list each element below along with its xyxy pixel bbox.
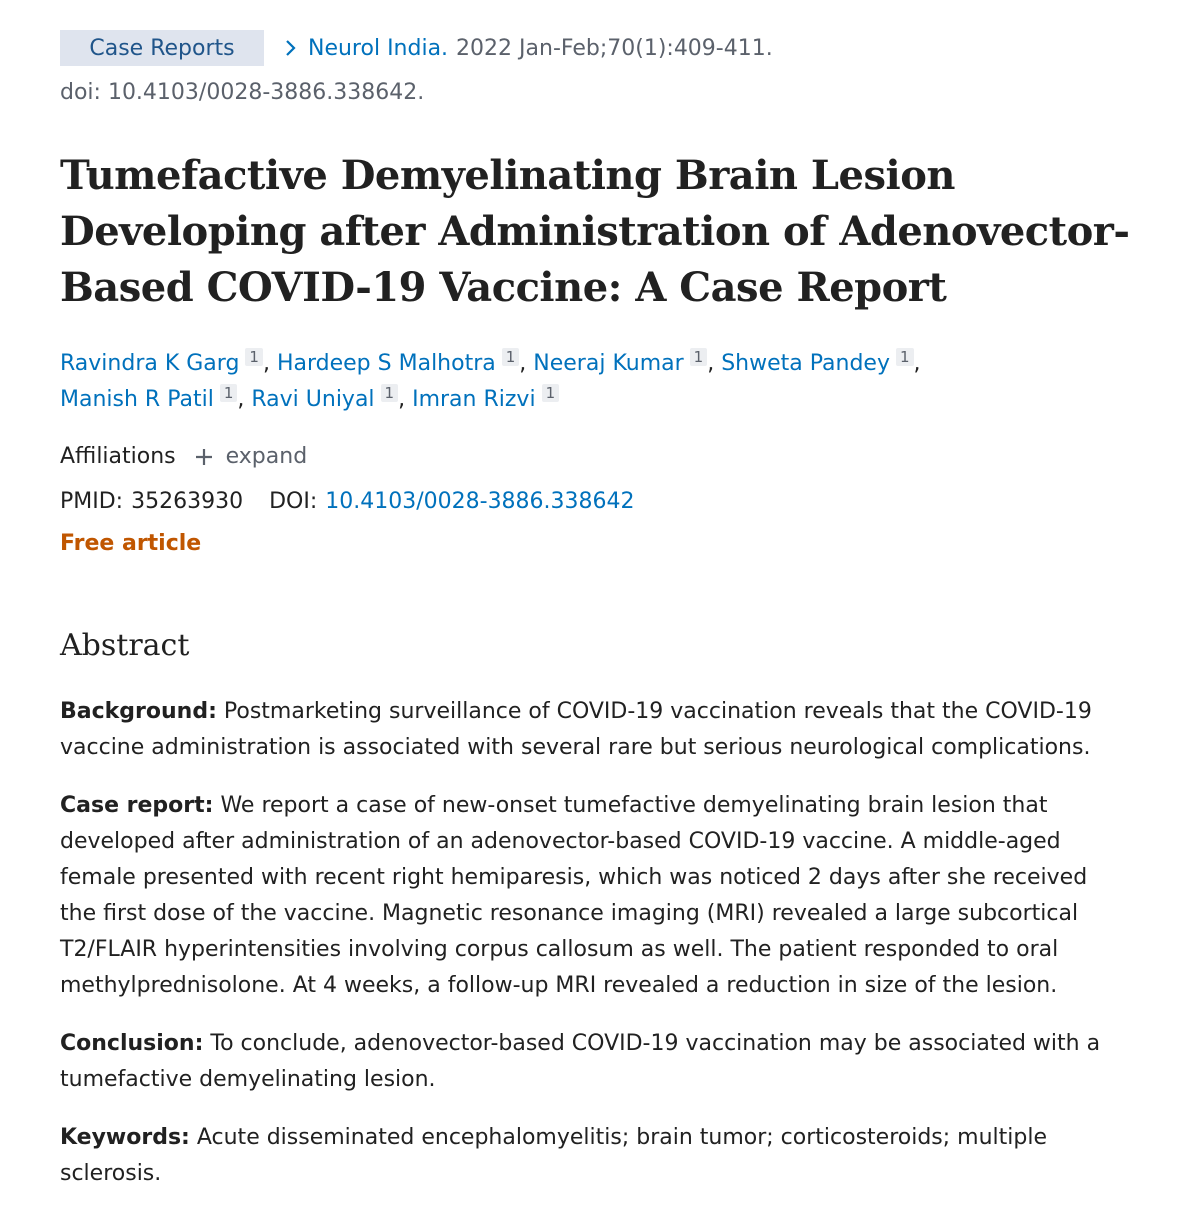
affiliation-ref[interactable]: 1 (542, 384, 560, 402)
journal-link[interactable]: Neurol India. (308, 35, 449, 61)
abstract-line: female presented with recent right hemiparesis, which was noticed 2 days after she received (60, 865, 1088, 890)
author-link[interactable]: Ravi Uniyal (251, 387, 375, 412)
abstract-line: methylprednisolone. At 4 weeks, a follow-up MRI revealed a reduction in size of the lesion. (60, 973, 1058, 998)
chevron-right-icon (284, 38, 298, 58)
abstract-line: the first dose of the vaccine. Magnetic resonance imaging (MRI) revealed a large subcortical (60, 901, 1079, 926)
title-line: Developing after Administration of Adenovector- (60, 208, 1130, 255)
abstract-conclusion (60, 1026, 1150, 1098)
abstract-line: Acute disseminated encephalomyelitis; brain tumor; corticosteroids; multiple (196, 1125, 1047, 1150)
section-label: Conclusion: (60, 1031, 204, 1056)
doi-link[interactable]: 10.4103/0028-3886.338642 (325, 489, 635, 514)
citation-doi: doi: 10.4103/0028-3886.338642. (60, 80, 425, 105)
abstract-background (60, 694, 1150, 766)
citation-details: 2022 Jan-Feb;70(1):409-411. (456, 35, 773, 61)
expand-affiliations-button[interactable] (194, 444, 308, 469)
abstract-line: Postmarketing surveillance of COVID-19 vaccination reveals that the COVID-19 (223, 699, 1092, 724)
title-line: Based COVID-19 Vaccine: A Case Report (60, 264, 947, 311)
citation-row (60, 30, 773, 66)
abstract-case-report (60, 788, 1150, 1004)
author-link[interactable]: Manish R Patil (60, 387, 214, 412)
section-label: Keywords: (60, 1125, 190, 1150)
affiliations-row (60, 444, 307, 469)
abstract-body (60, 694, 1150, 1214)
author-link[interactable]: Hardeep S Malhotra (276, 351, 496, 376)
title-line: Tumefactive Demyelinating Brain Lesion (60, 152, 955, 199)
abstract-line: vaccine administration is associated with several rare but serious neurological complications. (60, 735, 1091, 760)
abstract-line: sclerosis. (60, 1161, 162, 1186)
doi-label: DOI: (269, 489, 318, 514)
abstract-line: developed after administration of an adenovector-based COVID-19 vaccine. A middle-aged (60, 829, 1061, 854)
affiliation-ref[interactable]: 1 (690, 348, 708, 366)
plus-icon (194, 447, 214, 467)
author-line: Ravindra K Garg 1 , Hardeep S Malhotra 1 , Neeraj Kumar 1 , Shweta Pandey 1 , (60, 348, 921, 376)
abstract-line: To conclude, adenovector-based COVID-19 vaccination may be associated with a (210, 1031, 1101, 1056)
publication-type-badge[interactable]: Case Reports (60, 30, 264, 66)
author-list (60, 346, 1160, 418)
affiliation-ref[interactable]: 1 (245, 348, 263, 366)
free-article-label: Free article (60, 531, 202, 556)
author-link[interactable]: Imran Rizvi (412, 387, 536, 412)
affiliation-ref[interactable]: 1 (502, 348, 520, 366)
abstract-line: T2/FLAIR hyperintensities involving corpus callosum as well. The patient responded to oral (60, 937, 1059, 962)
author-link[interactable]: Ravindra K Garg (60, 351, 240, 376)
affiliation-ref[interactable]: 1 (381, 384, 399, 402)
author-link[interactable]: Neeraj Kumar (533, 351, 684, 376)
abstract-heading: Abstract (60, 628, 190, 663)
abstract-line: tumefactive demyelinating lesion. (60, 1067, 436, 1092)
affiliations-label: Affiliations (60, 444, 176, 469)
pmid-value: 35263930 (131, 489, 244, 514)
affiliation-ref[interactable]: 1 (220, 384, 238, 402)
article-title (60, 148, 1160, 316)
affiliation-ref[interactable]: 1 (896, 348, 914, 366)
abstract-line: We report a case of new-onset tumefactive demyelinating brain lesion that (220, 793, 1048, 818)
author-line: Manish R Patil 1 , Ravi Uniyal 1 , Imran Rizvi 1 (60, 382, 1160, 418)
author-link[interactable]: Shweta Pandey (721, 351, 890, 376)
pmid-label: PMID: (60, 489, 124, 514)
section-label: Background: (60, 699, 217, 724)
identifiers-row (60, 489, 635, 514)
abstract-keywords (60, 1120, 1150, 1192)
section-label: Case report: (60, 793, 214, 818)
expand-label: expand (225, 444, 308, 469)
